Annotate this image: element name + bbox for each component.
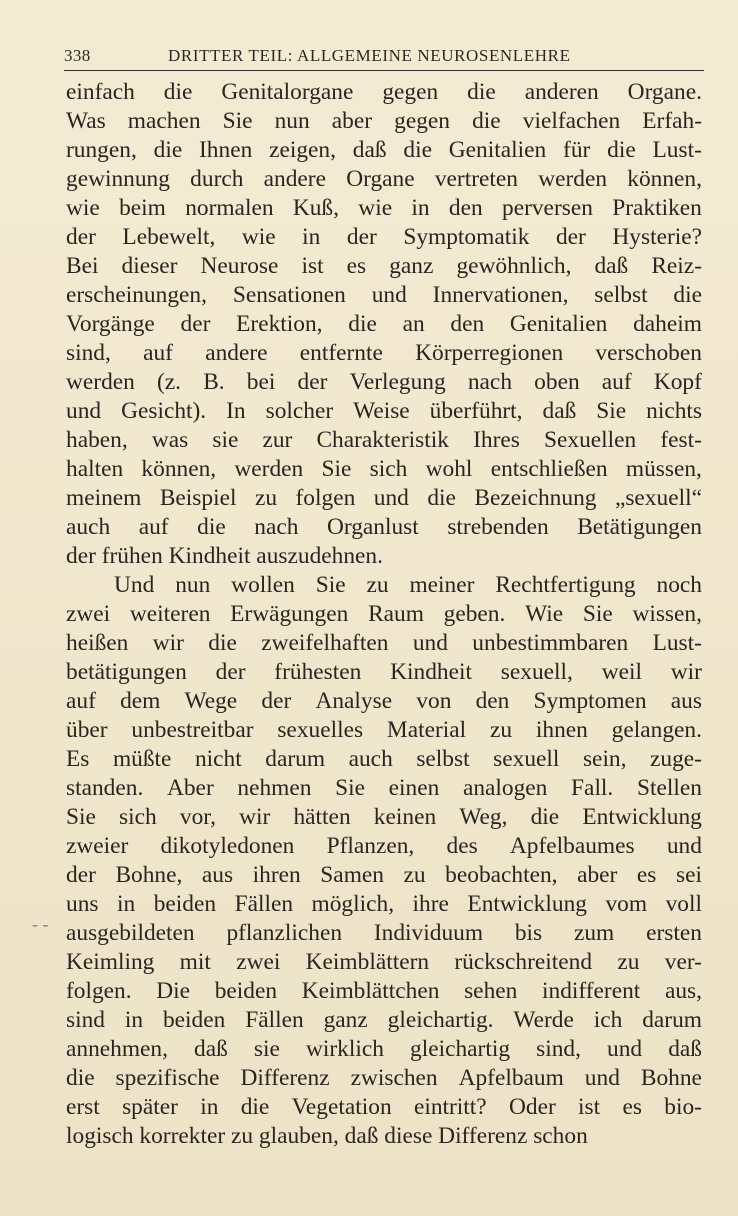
text-line: uns in beiden Fällen möglich, ihre Entwicklung vom voll [66,891,702,917]
text-line: der Lebewelt, wie in der Symptomatik der Hysterie? [66,224,702,250]
page-header [64,44,704,71]
text-line: zwei weiteren Erwägungen Raum geben. Wie Sie wissen, [66,601,702,627]
margin-mark: - - [32,914,49,934]
text-line: Bei dieser Neurose ist es ganz gewöhnlich, daß Reiz- [66,253,702,279]
text-line: betätigungen der frühesten Kindheit sexuell, weil wir [66,659,702,685]
text-line: wie beim normalen Kuß, wie in den perversen Praktiken [66,195,702,221]
text-line: Und nun wollen Sie zu meiner Rechtfertigung noch [114,572,702,598]
text-line: folgen. Die beiden Keimblättchen sehen indifferent aus, [66,978,702,1004]
text-line: der Bohne, aus ihren Samen zu beobachten, aber es sei [66,862,702,888]
text-line: sind, auf andere entfernte Körperregionen verschoben [66,340,702,366]
text-line: erst später in die Vegetation eintritt? Oder ist es bio- [66,1094,702,1120]
text-line: gewinnung durch andere Organe vertreten werden können, [66,166,702,192]
text-line: heißen wir die zweifelhaften und unbestimmbaren Lust- [66,630,702,656]
text-line: halten können, werden Sie sich wohl entschließen müssen, [66,456,702,482]
text-line: Sie sich vor, wir hätten keinen Weg, die Entwicklung [66,804,702,830]
text-line: meinem Beispiel zu folgen und die Bezeichnung „sexuell“ [66,485,702,511]
text-line: auf dem Wege der Analyse von den Symptomen aus [66,688,702,714]
text-line: rungen, die Ihnen zeigen, daß die Genitalien für die Lust- [66,137,702,163]
body-text [66,78,702,1151]
text-line: Es müßte nicht darum auch selbst sexuell sein, zuge- [66,746,702,772]
text-line: ausgebildeten pflanzlichen Individuum bis zum ersten [66,920,702,946]
text-line: einfach die Genitalorgane gegen die anderen Organe. [66,79,702,105]
paragraph-2 [66,571,702,1151]
text-line: erscheinungen, Sensationen und Innervationen, selbst die [66,282,702,308]
text-line: Was machen Sie nun aber gegen die vielfachen Erfah- [66,108,702,134]
page-number: 338 [64,46,91,65]
text-line: annehmen, daß sie wirklich gleichartig sind, und daß [66,1036,702,1062]
text-line: Vorgänge der Erektion, die an den Genitalien daheim [66,311,702,337]
text-line: auch auf die nach Organlust strebenden Betätigungen [66,514,702,540]
paragraph-1 [66,78,702,571]
text-line: über unbestreitbar sexuelles Material zu ihnen gelangen. [66,717,702,743]
text-line: die spezifische Differenz zwischen Apfelbaum und Bohne [66,1065,702,1091]
running-head: DRITTER TEIL: ALLGEMEINE NEUROSENLEHRE [168,46,571,65]
text-line: logisch korrekter zu glauben, daß diese Differenz schon [66,1123,588,1149]
text-line: haben, was sie zur Charakteristik Ihres Sexuellen fest- [66,427,702,453]
text-line: zweier dikotyledonen Pflanzen, des Apfelbaumes und [66,833,702,859]
text-line: Keimling mit zwei Keimblättern rückschreitend zu ver- [66,949,702,975]
text-line: standen. Aber nehmen Sie einen analogen Fall. Stellen [66,775,702,801]
text-line: werden (z. B. bei der Verlegung nach oben auf Kopf [66,369,702,395]
text-line: und Gesicht). In solcher Weise überführt, daß Sie nichts [66,398,702,424]
text-line: sind in beiden Fällen ganz gleichartig. Werde ich darum [66,1007,702,1033]
text-line: der frühen Kindheit auszudehnen. [66,543,383,569]
